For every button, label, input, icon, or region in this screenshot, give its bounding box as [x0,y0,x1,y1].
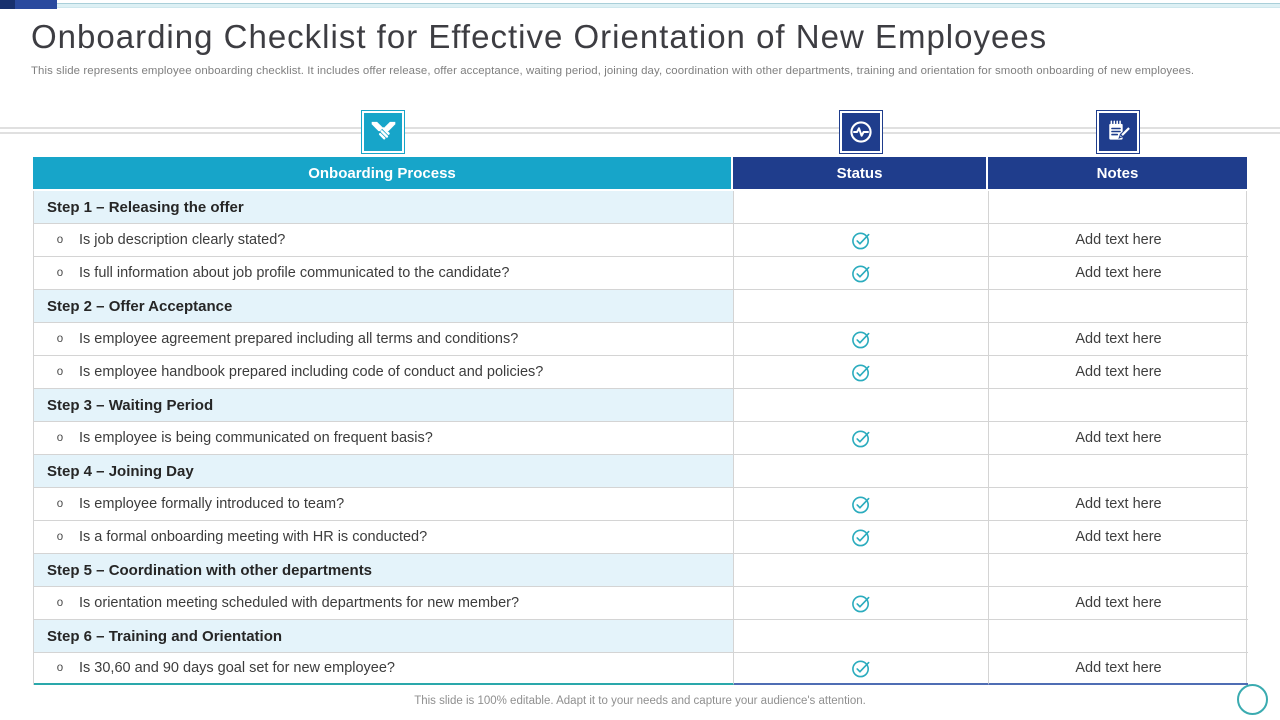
status-cell[interactable] [734,356,989,388]
status-cell[interactable] [734,653,989,685]
notepad-pencil-icon [1097,111,1139,153]
bullet-marker: o [56,333,64,345]
check-icon[interactable] [851,329,872,350]
column-header-onboarding-process: Onboarding Process [33,157,733,189]
double-horizontal-rule [0,127,1280,134]
notes-cell [989,455,1248,487]
step-section-row [34,455,1248,488]
step-title: Step 2 – Offer Acceptance [47,297,233,315]
bullet-marker: o [56,432,64,444]
check-icon[interactable] [851,494,872,515]
check-icon[interactable] [851,527,872,548]
question-text: Is employee handbook prepared including code of conduct and policies? [79,364,544,380]
step-section-row [34,620,1248,653]
status-cell [734,290,989,322]
checklist-item-row [34,356,1248,389]
slide-subtitle: This slide represents employee onboarding checklist. It includes offer release, offer acceptance, waiting period, joining day, coordination with other departments, training and orientation for smooth onboarding of new employees. [31,65,1195,77]
status-cell[interactable] [734,488,989,520]
bullet-marker: o [56,597,64,609]
step-label-cell [34,455,734,487]
page-title: Onboarding Checklist for Effective Orientation of New Employees [31,18,1048,55]
step-label-cell [34,554,734,586]
bullet-marker: o [56,498,64,510]
checklist-item-row [34,323,1248,356]
notes-cell [989,620,1248,652]
notes-cell[interactable]: Add text here [1075,496,1162,512]
checklist-item-row [34,257,1248,290]
step-label-cell [34,290,734,322]
table-body [33,191,1247,685]
step-section-row [34,191,1248,224]
column-header-notes: Notes [988,157,1247,189]
question-text: Is job description clearly stated? [79,232,286,248]
step-section-row [34,389,1248,422]
check-icon[interactable] [851,230,872,251]
status-cell[interactable] [734,521,989,553]
question-cell [34,422,734,454]
question-text: Is employee formally introduced to team? [79,496,345,512]
question-cell [34,488,734,520]
status-cell [734,554,989,586]
notes-cell [989,191,1248,223]
checklist-item-row [34,587,1248,620]
checklist-item-row [34,488,1248,521]
notes-cell[interactable]: Add text here [1075,595,1162,611]
status-cell[interactable] [734,422,989,454]
bullet-marker: o [56,662,64,674]
question-cell [34,323,734,355]
status-cell[interactable] [734,323,989,355]
question-cell [34,356,734,388]
check-icon[interactable] [851,593,872,614]
bullet-marker: o [56,531,64,543]
step-title: Step 4 – Joining Day [47,462,194,480]
checklist-item-row [34,422,1248,455]
onboarding-checklist-table [33,157,1247,685]
decorative-circle [1237,684,1268,715]
pulse-gauge-icon [840,111,882,153]
check-icon[interactable] [851,263,872,284]
status-cell[interactable] [734,587,989,619]
question-cell [34,257,734,289]
notes-cell[interactable]: Add text here [1075,364,1162,380]
check-icon[interactable] [851,362,872,383]
step-section-row [34,290,1248,323]
question-text: Is 30,60 and 90 days goal set for new employee? [79,660,395,676]
status-cell [734,620,989,652]
status-cell [734,455,989,487]
step-title: Step 5 – Coordination with other departments [47,561,373,579]
checklist-item-row [34,521,1248,554]
notes-cell [989,290,1248,322]
notes-cell [989,389,1248,421]
question-cell [34,653,734,685]
notes-cell[interactable]: Add text here [1075,265,1162,281]
top-accent-bar [0,0,57,9]
check-icon[interactable] [851,658,872,679]
footer-note: This slide is 100% editable. Adapt it to your needs and capture your audience's attention. [414,695,866,707]
status-cell [734,191,989,223]
top-divider-line [0,3,1280,8]
top-accent-bar-dark-segment [0,0,15,9]
checklist-item-row [34,224,1248,257]
step-section-row [34,554,1248,587]
question-text: Is full information about job profile communicated to the candidate? [79,265,510,281]
handshake-icon [362,111,404,153]
notes-cell[interactable]: Add text here [1075,331,1162,347]
check-icon[interactable] [851,428,872,449]
step-label-cell [34,191,734,223]
question-cell [34,521,734,553]
status-cell [734,389,989,421]
step-title: Step 3 – Waiting Period [47,396,214,414]
question-cell [34,587,734,619]
status-cell[interactable] [734,257,989,289]
notes-cell [989,554,1248,586]
checklist-item-row [34,653,1248,685]
step-title: Step 6 – Training and Orientation [47,627,283,645]
notes-cell[interactable]: Add text here [1075,529,1162,545]
question-cell [34,224,734,256]
notes-cell[interactable]: Add text here [989,653,1248,685]
step-title: Step 1 – Releasing the offer [47,198,244,216]
question-text: Is employee agreement prepared including all terms and conditions? [79,331,519,347]
bullet-marker: o [56,267,64,279]
notes-cell[interactable]: Add text here [1075,232,1162,248]
bullet-marker: o [56,366,64,378]
bullet-marker: o [56,234,64,246]
question-text: Is orientation meeting scheduled with departments for new member? [79,595,520,611]
step-label-cell [34,389,734,421]
step-label-cell [34,620,734,652]
question-text: Is a formal onboarding meeting with HR is conducted? [79,529,428,545]
column-header-status: Status [733,157,988,189]
question-text: Is employee is being communicated on frequent basis? [79,430,433,446]
notes-cell[interactable]: Add text here [1075,430,1162,446]
status-cell[interactable] [734,224,989,256]
table-header-row [33,157,1247,191]
